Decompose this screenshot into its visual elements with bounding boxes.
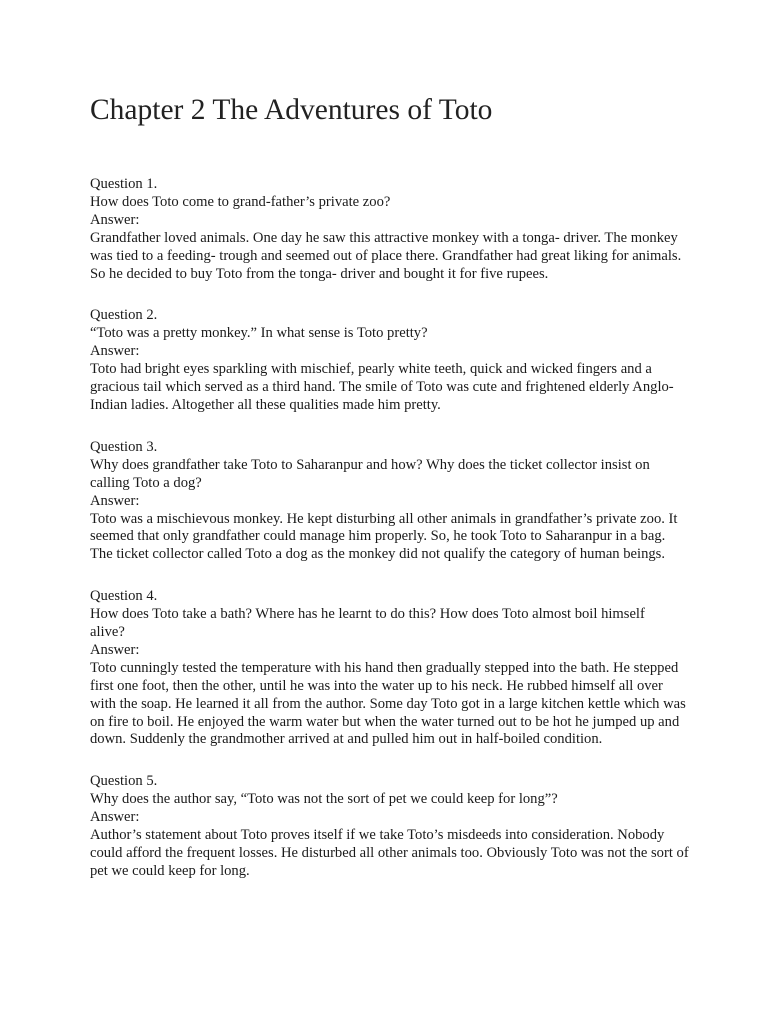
question-number: Question 4. (90, 588, 158, 605)
qa-block (90, 588, 690, 749)
question-text: Why does grandfather take Toto to Saharanpur and how? Why does the ticket collector insist on calling Toto a dog? (90, 456, 650, 491)
answer-text: Toto cunningly tested the temperature with his hand then gradually stepped into the bath. He stepped first one foot, then the other, until he was into the water up to his neck. He rubbed himself all over with the soap. He learned it all from the author. Some day Toto got in a large kitchen kettle which was on fire to boil. He enjoyed the warm water but when the water turned out to be hot he jumped up and down. Suddenly the grandmother arrived at and pulled him out in half-boiled condition. (90, 659, 686, 748)
answer-text: Author’s statement about Toto proves itself if we take Toto’s misdeeds into consideration. Nobody could afford the frequent losses. He disturbed all other animals too. Obviously Toto was not the sort of pet we could keep for long. (90, 827, 689, 879)
qa-block (90, 307, 690, 414)
answer-label: Answer: (90, 211, 140, 228)
answer-text: Toto was a mischievous monkey. He kept disturbing all other animals in grandfather’s private zoo. It seemed that only grandfather could manage him properly. So, he took Toto to Saharanpur in a bag. The ticket collector called Toto a dog as the monkey did not qualify the category of human beings. (90, 510, 678, 563)
question-number: Question 2. (90, 307, 158, 324)
question-number: Question 3. (90, 438, 158, 455)
qa-block (90, 773, 690, 880)
answer-label: Answer: (90, 809, 140, 826)
question-text: “Toto was a pretty monkey.” In what sense is Toto pretty? (90, 325, 428, 342)
question-number: Question 5. (90, 773, 158, 790)
question-text: How does Toto take a bath? Where has he learnt to do this? How does Toto almost boil himself alive? (90, 606, 645, 641)
answer-label: Answer: (90, 492, 140, 509)
question-text: Why does the author say, “Toto was not the sort of pet we could keep for long”? (90, 791, 558, 808)
answer-text: Toto had bright eyes sparkling with mischief, pearly white teeth, quick and wicked fingers and a gracious tail which served as a third hand. The smile of Toto was cute and frightened elderly Anglo- Indian ladies. Altogether all these qualities made him pretty. (90, 361, 674, 413)
qa-block (90, 439, 690, 564)
answer-label: Answer: (90, 641, 140, 658)
question-number: Question 1. (90, 176, 158, 192)
document-page (90, 92, 690, 905)
qa-block (90, 176, 690, 283)
answer-label: Answer: (90, 343, 140, 360)
chapter-title: Chapter 2 The Adventures of Toto (90, 94, 493, 126)
question-text: How does Toto come to grand-father’s private zoo? (90, 193, 391, 210)
answer-text: Grandfather loved animals. One day he saw this attractive monkey with a tonga- driver. The monkey was tied to a feeding- trough and seemed out of place there. Grandfather had great liking for animals. So he decided to buy Toto from the tonga- driver and bought it for five rupees. (90, 229, 682, 282)
